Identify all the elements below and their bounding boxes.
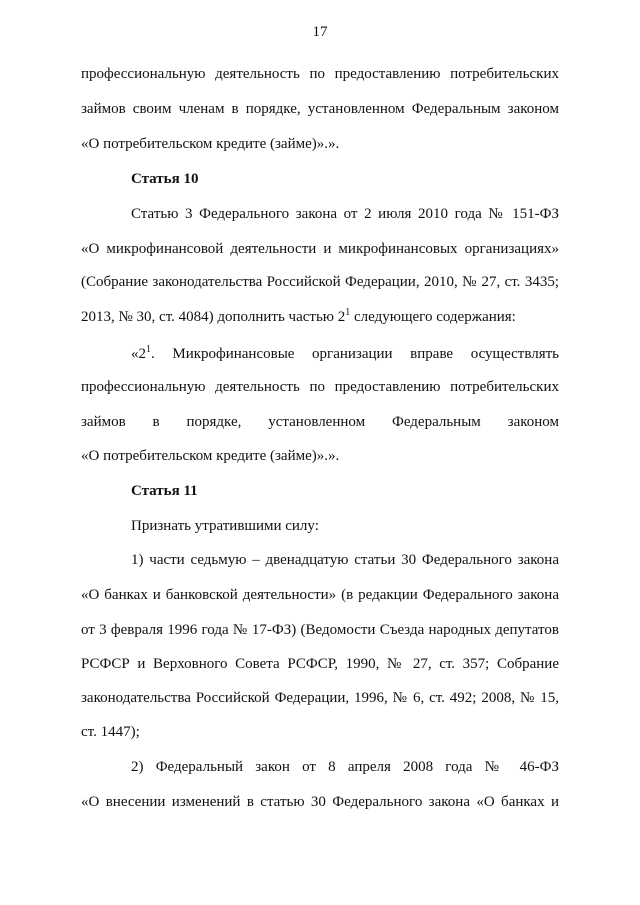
list-item-line: 1) части седьмую – двенадцатую статьи 30 Федерального закона (131, 552, 559, 568)
paragraph-line: РСФСР и Верховного Совета РСФСР, 1990, № 27, ст. 357; Собрание (81, 656, 559, 672)
paragraph-line: Признать утратившими силу: (131, 518, 319, 534)
list-item-line: 2) Федеральный закон от 8 апреля 2008 года № 46-ФЗ (131, 759, 559, 775)
paragraph-line (81, 308, 516, 326)
quote-rest: . Микрофинансовые организации вправе осуществлять (151, 346, 559, 362)
paragraph-line: займов своим членам в порядке, установленном Федеральным законом (81, 101, 559, 117)
text-fragment: следующего содержания: (350, 309, 516, 325)
quoted-part-line (131, 345, 559, 363)
paragraph-line: профессиональную деятельность по предоставлению потребительских (81, 66, 559, 82)
superscript: 1 (146, 344, 151, 355)
superscript: 1 (345, 307, 351, 318)
page-number: 17 (312, 24, 328, 40)
paragraph-line: «О микрофинансовой деятельности и микрофинансовых организациях» (81, 241, 559, 257)
paragraph-line: (Собрание законодательства Российской Федерации, 2010, № 27, ст. 3435; (81, 274, 559, 290)
paragraph-line: «О потребительском кредите (займе)».». (81, 448, 340, 464)
paragraph-line: «О внесении изменений в статью 30 Федерального закона «О банках и (81, 794, 559, 810)
quote-open: «2 (131, 346, 146, 362)
paragraph-line: «О банках и банковской деятельности» (в редакции Федерального закона (81, 587, 559, 603)
paragraph-line: законодательства Российской Федерации, 1996, № 6, ст. 492; 2008, № 15, (81, 690, 559, 706)
paragraph-line: «О потребительском кредите (займе)».». (81, 136, 340, 152)
article-11-heading: Статья 11 (131, 483, 198, 499)
text-fragment: 2013, № 30, ст. 4084) дополнить частью 2 (81, 309, 346, 325)
paragraph-line: Статью 3 Федерального закона от 2 июля 2010 года № 151-ФЗ (131, 206, 559, 222)
article-10-heading: Статья 10 (131, 171, 199, 187)
paragraph-line: от 3 февраля 1996 года № 17-ФЗ) (Ведомости Съезда народных депутатов (81, 622, 559, 638)
paragraph-line: займов в порядке, установленном Федеральным законом (81, 414, 559, 430)
paragraph-line: профессиональную деятельность по предоставлению потребительских (81, 379, 559, 395)
text-fragment (131, 346, 559, 362)
paragraph-line: ст. 1447); (81, 724, 140, 740)
